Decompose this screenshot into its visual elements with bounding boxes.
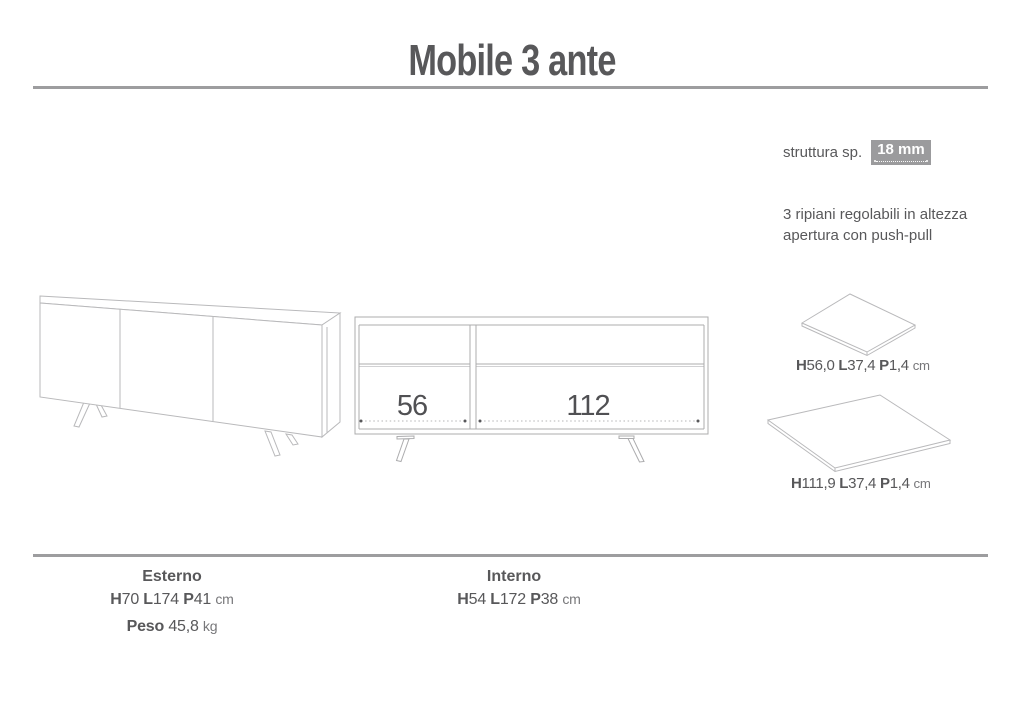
structure-thickness-label: struttura sp. (783, 144, 863, 161)
interno-heading: Interno (486, 568, 542, 585)
shelf-large-dimensions: H111,9 L37,4 P1,4 cm (791, 475, 931, 492)
internal-width-right-value: 112 (566, 390, 610, 422)
footer-divider-line (33, 554, 988, 557)
structure-thickness-badge (871, 140, 931, 165)
structure-thickness-value: 18 mm (877, 141, 925, 158)
title-divider-line (33, 86, 988, 89)
page-title: Mobile 3 ante (408, 36, 616, 85)
internal-width-left-value: 56 (396, 390, 428, 422)
note-shelves: 3 ripiani regolabili in altezza (783, 206, 968, 223)
note-pushpull: apertura con push-pull (783, 227, 933, 244)
cabinet-isometric-drawing (30, 288, 350, 470)
shelf-small-panel (802, 294, 915, 356)
shelf-panels-drawing (755, 285, 965, 485)
cabinet-body (40, 296, 340, 437)
badge-dimension-marker (876, 161, 926, 162)
shelf-small-dimensions: H56,0 L37,4 P1,4 cm (796, 357, 930, 374)
feature-notes (783, 204, 967, 246)
weight-line: Peso 45,8 kg (126, 618, 218, 635)
esterno-dimensions: H70 L174 P41 cm (110, 591, 234, 608)
interno-dimensions: H54 L172 P38 cm (457, 591, 581, 608)
front-view-legs (397, 436, 645, 462)
shelf-large-panel (768, 395, 950, 472)
structure-thickness-row (783, 140, 931, 165)
esterno-heading: Esterno (142, 568, 202, 585)
